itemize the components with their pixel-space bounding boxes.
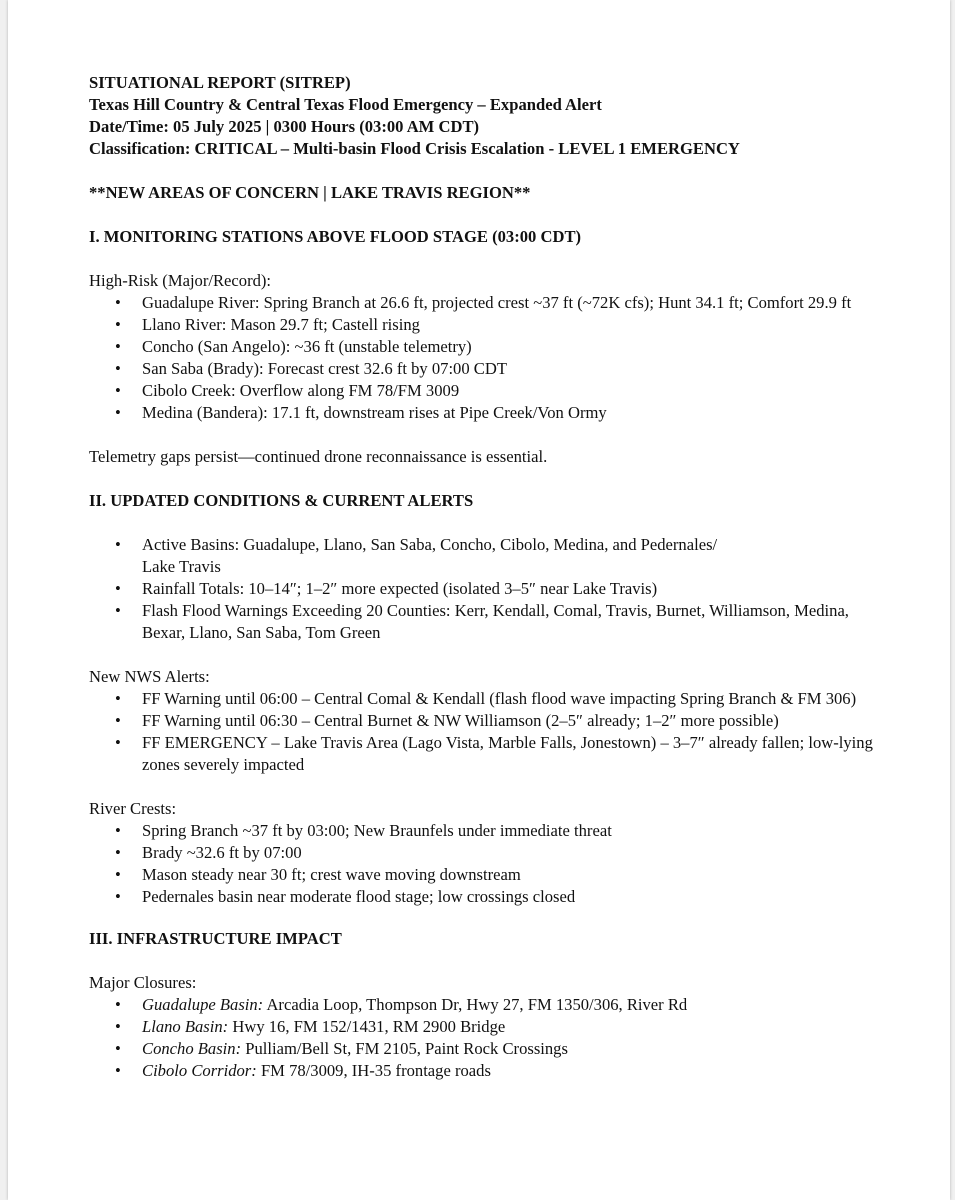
report-classification: Classification: CRITICAL – Multi-basin Flood Crisis Escalation - LEVEL 1 EMERGENCY <box>89 139 740 158</box>
section-2-heading: II. UPDATED CONDITIONS & CURRENT ALERTS <box>89 491 474 510</box>
closure-roads: Hwy 16, FM 152/1431, RM 2900 Bridge <box>228 1017 506 1036</box>
list-item <box>89 994 889 1016</box>
basin-name: Concho Basin: <box>142 1039 242 1058</box>
report-datetime: Date/Time: 05 July 2025 | 0300 Hours (03:00 AM CDT) <box>89 117 480 136</box>
telemetry-note: Telemetry gaps persist—continued drone reconnaissance is essential. <box>89 447 548 466</box>
list-item: • Active Basins: Guadalupe, Llano, San Saba, Concho, Cibolo, Medina, and Pedernales/ Lake Travis <box>89 534 889 578</box>
major-closures-label: Major Closures: <box>89 973 197 992</box>
list-item <box>89 1038 889 1060</box>
river-crests-label: River Crests: <box>89 799 177 818</box>
list-item: • Mason steady near 30 ft; crest wave moving downstream <box>89 864 889 886</box>
section-1-heading: I. MONITORING STATIONS ABOVE FLOOD STAGE (03:00 CDT) <box>89 227 582 246</box>
river-crests-list <box>89 820 889 908</box>
list-item <box>89 1060 889 1082</box>
list-item: • Llano River: Mason 29.7 ft; Castell rising <box>89 314 889 336</box>
list-item: • FF Warning until 06:00 – Central Comal & Kendall (flash flood wave impacting Spring Branch & FM 306) <box>89 688 889 710</box>
report-subtitle: Texas Hill Country & Central Texas Flood Emergency – Expanded Alert <box>89 95 602 114</box>
basin-name: Llano Basin: <box>142 1017 229 1036</box>
conditions-list <box>89 534 889 644</box>
list-item: • FF EMERGENCY – Lake Travis Area (Lago Vista, Marble Falls, Jonestown) – 3–7″ already fallen; low-lying zones severely impacted <box>89 732 889 776</box>
closure-roads: Pulliam/Bell St, FM 2105, Paint Rock Crossings <box>241 1039 568 1058</box>
basin-name: Cibolo Corridor: <box>142 1061 257 1080</box>
list-item: • Pedernales basin near moderate flood stage; low crossings closed <box>89 886 889 908</box>
list-item <box>89 1016 889 1038</box>
list-item: • Flash Flood Warnings Exceeding 20 Counties: Kerr, Kendall, Comal, Travis, Burnet, Williamson, Medina, Bexar, Llano, San Saba, Tom Green <box>89 600 889 644</box>
closure-roads: FM 78/3009, IH-35 frontage roads <box>256 1061 491 1080</box>
closure-roads: Arcadia Loop, Thompson Dr, Hwy 27, FM 1350/306, River Rd <box>263 995 688 1014</box>
document-page <box>8 0 950 1200</box>
nws-alerts-list <box>89 688 889 776</box>
list-item: • Concho (San Angelo): ~36 ft (unstable telemetry) <box>89 336 889 358</box>
list-item: • Cibolo Creek: Overflow along FM 78/FM 3009 <box>89 380 889 402</box>
high-risk-label: High-Risk (Major/Record): <box>89 271 272 290</box>
basin-name: Guadalupe Basin: <box>142 995 264 1014</box>
new-areas-banner: **NEW AREAS OF CONCERN | LAKE TRAVIS REGION** <box>89 183 531 202</box>
list-item: • Guadalupe River: Spring Branch at 26.6 ft, projected crest ~37 ft (~72K cfs); Hunt 34.1 ft; Comfort 29.9 ft <box>89 292 889 314</box>
list-item: • San Saba (Brady): Forecast crest 32.6 ft by 07:00 CDT <box>89 358 889 380</box>
nws-alerts-label: New NWS Alerts: <box>89 667 210 686</box>
list-item: • Rainfall Totals: 10–14″; 1–2″ more expected (isolated 3–5″ near Lake Travis) <box>89 578 889 600</box>
list-item: • FF Warning until 06:30 – Central Burnet & NW Williamson (2–5″ already; 1–2″ more possible) <box>89 710 889 732</box>
closures-list <box>89 994 889 1082</box>
document-content <box>89 72 889 1082</box>
list-item: • Spring Branch ~37 ft by 03:00; New Braunfels under immediate threat <box>89 820 889 842</box>
report-title: SITUATIONAL REPORT (SITREP) <box>89 73 351 92</box>
section-3-heading: III. INFRASTRUCTURE IMPACT <box>89 929 342 948</box>
list-item: • Medina (Bandera): 17.1 ft, downstream rises at Pipe Creek/Von Ormy <box>89 402 889 424</box>
list-item: • Brady ~32.6 ft by 07:00 <box>89 842 889 864</box>
high-risk-list <box>89 292 889 424</box>
